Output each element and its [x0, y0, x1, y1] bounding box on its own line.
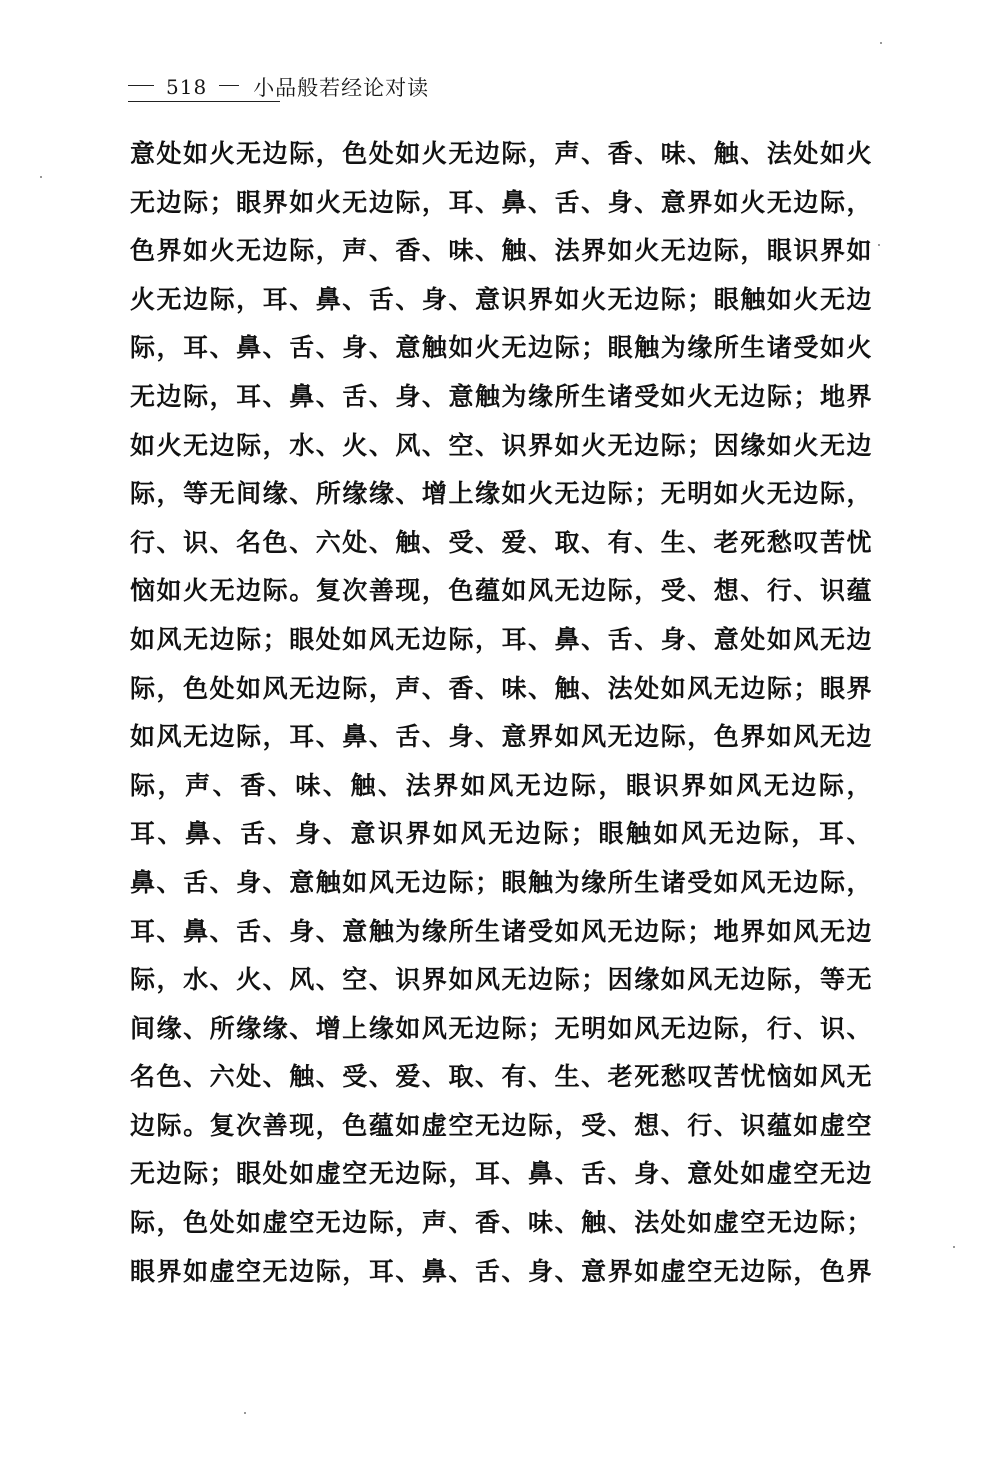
text-line: 耳、鼻、舌、身、意触为缘所生诸受如风无边际；地界如风无边: [130, 916, 872, 946]
text-line: 边际。复次善现，色蕴如虚空无边际，受、想、行、识蕴如虚空: [130, 1110, 872, 1140]
text-line: 际，色处如风无边际，声、香、味、触、法处如风无边际；眼界: [130, 673, 872, 703]
text-line: 无边际，耳、鼻、舌、身、意触为缘所生诸受如火无边际；地界: [130, 381, 872, 411]
scan-speck: [244, 1412, 246, 1414]
text-line: 际，色处如虚空无边际，声、香、味、触、法处如虚空无边际；: [130, 1208, 872, 1238]
header-dash-left: [128, 85, 154, 86]
scan-speck: [40, 176, 42, 178]
text-line: 际，耳、鼻、舌、身、意触如火无边际；眼触为缘所生诸受如火: [130, 333, 872, 363]
scan-speck: [880, 42, 882, 44]
text-line: 际，等无间缘、所缘缘、增上缘如火无边际；无明如火无边际，: [130, 479, 872, 509]
book-title: 小品般若经论对读: [253, 76, 430, 100]
text-line: 火无边际，耳、鼻、舌、身、意识界如火无边际；眼触如火无边: [130, 284, 872, 314]
text-line: 行、识、名色、六处、触、受、爱、取、有、生、老死愁叹苦忧: [130, 527, 872, 557]
text-line: 际，声、香、味、触、法界如风无边际，眼识界如风无边际，: [130, 770, 872, 800]
text-line: 际，水、火、风、空、识界如风无边际；因缘如风无边际，等无: [130, 965, 872, 995]
header-dash-right: [219, 85, 239, 86]
text-line: 耳、鼻、舌、身、意识界如风无边际；眼触如风无边际，耳、: [130, 819, 872, 849]
text-line: 无边际；眼界如火无边际，耳、鼻、舌、身、意界如火无边际，: [130, 187, 872, 217]
text-line: 名色、六处、触、受、爱、取、有、生、老死愁叹苦忧恼如风无: [130, 1062, 872, 1092]
scan-speck: [878, 244, 880, 246]
text-line: 恼如火无边际。复次善现，色蕴如风无边际，受、想、行、识蕴: [130, 576, 872, 606]
text-line: 眼界如虚空无边际，耳、鼻、舌、身、意界如虚空无边际，色界: [130, 1256, 872, 1286]
page-number: 518: [166, 75, 208, 99]
text-line: 意处如火无边际，色处如火无边际，声、香、味、触、法处如火: [130, 139, 872, 168]
text-line: 如风无边际，耳、鼻、舌、身、意界如风无边际，色界如风无边: [130, 722, 872, 752]
text-line: 鼻、舌、身、意触如风无边际；眼触为缘所生诸受如风无边际，: [130, 867, 872, 897]
header-underline: [128, 101, 280, 102]
text-line: 间缘、所缘缘、增上缘如风无边际；无明如风无边际，行、识、: [130, 1013, 872, 1043]
text-line: 如火无边际，水、火、风、空、识界如火无边际；因缘如火无边: [130, 430, 872, 460]
running-header: [128, 70, 429, 104]
body-text: [130, 130, 872, 1296]
text-line: 色界如火无边际，声、香、味、触、法界如火无边际，眼识界如: [130, 236, 872, 266]
scan-speck: [953, 1246, 955, 1248]
text-line: 无边际；眼处如虚空无边际，耳、鼻、舌、身、意处如虚空无边: [130, 1159, 872, 1189]
text-line: 如风无边际；眼处如风无边际，耳、鼻、舌、身、意处如风无边: [130, 624, 872, 654]
